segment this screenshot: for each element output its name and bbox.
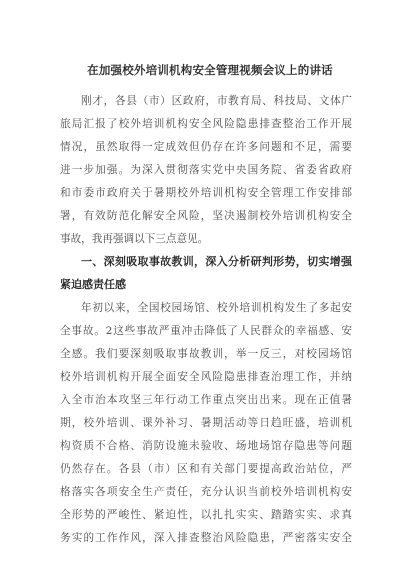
section-heading: 紧迫感责任感	[60, 278, 126, 291]
section-heading: 一、深刻吸取事故教训，深入分析研判形势，切实增强	[81, 255, 352, 268]
paragraph-line: 期，校外培训、课外补习、暑期活动等日趋旺盛，培训机	[60, 417, 352, 429]
paragraph-line: 格落实各项安全生产责任，充分认识当前校外培训机构安	[60, 486, 352, 498]
paragraph-line: 全感。我们要深刻吸取事故教训，举一反三，对校园场馆	[60, 348, 352, 360]
document-title: 在加强校外培训机构安全管理视频会议上的讲话	[87, 63, 333, 77]
paragraph-line: 全形势的严峻性、紧迫性，以扎扎实实、踏踏实实、求真	[60, 509, 352, 521]
paragraph-line: 刚才，各县（市）区政府，市教育局、科技局、文体广	[81, 95, 352, 107]
paragraph-line: 校外培训机构开展全面安全风险隐患排查治理工作，并纳	[60, 371, 352, 383]
paragraph-line: 构资质不合格、消防设施未验收、场地场馆存隐患等问题	[60, 440, 352, 452]
paragraph-line: 全事故。2这些事故严重冲击降低了人民群众的幸福感、安	[60, 325, 352, 337]
paragraph-line: 入全市治本攻坚三年行动工作重点突出出来。现在正值暑	[60, 394, 352, 406]
paragraph-line: 和市委市政府关于暑期校外培训机构安全管理工作安排部	[60, 187, 352, 199]
paragraph-line: 进一步加强。为深入贯彻落实党中央国务院、省委省政府	[60, 164, 352, 176]
paragraph-line: 务实的工作作风，深入排查整治风险隐患，严密落实安全	[60, 532, 352, 544]
paragraph-line: 署，有效防范化解安全风险，坚决遏制校外培训机构安全	[60, 210, 352, 222]
paragraph-line: 情况，虽然取得一定成效但仍存在许多问题和不足，需要	[60, 141, 352, 153]
paragraph-line: 年初以来，全国校园场馆、校外培训机构发生了多起安	[81, 302, 352, 314]
paragraph-line: 仍然存在。各县（市）区和有关部门要提高政治站位，严	[60, 463, 352, 475]
paragraph-line: 旅局汇报了校外培训机构安全风险隐患排查整治工作开展	[60, 118, 352, 130]
paragraph-line: 事故，我再强调以下三点意见。	[60, 233, 209, 245]
